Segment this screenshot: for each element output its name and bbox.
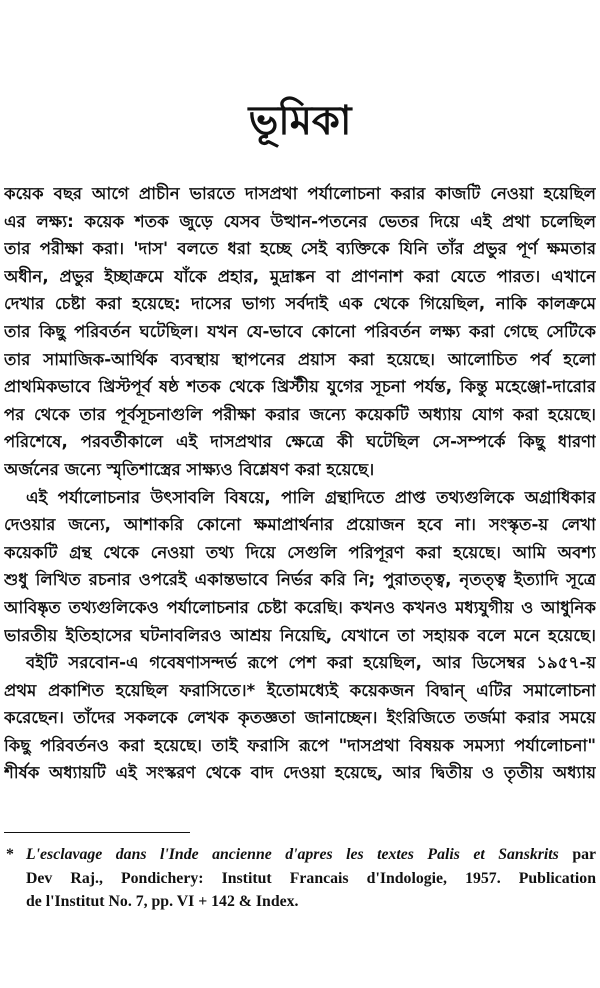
text-line: কয়েক বছর আগে প্রাচীন ভারতে দাসপ্রথা পর্যালোচনা করার কাজটি নেওয়া হয়েছিল [4, 184, 596, 203]
footnote-line [6, 843, 596, 867]
footnote [6, 843, 596, 914]
footnote-divider [4, 832, 190, 833]
text-line: করেছেন। তাঁদের সকলকে লেখক কৃতজ্ঞতা জানাচ্ছেন। ইংরিজিতে তর্জমা করার সময়ে [4, 708, 596, 728]
text-line: প্রথম প্রকাশিত হয়েছিল ফরাসিতে।* ইতোমধ্যেই কয়েকজন বিদ্বান্ এটির সমালোচনা [4, 680, 596, 700]
text-line: আবিষ্কৃত তথ্যগুলিকেও পর্যালোচনার চেষ্টা করেছি। কখনও কখনও মধ্যযুগীয় ও আধুনিক [4, 597, 596, 617]
paragraph-2 [4, 484, 596, 650]
text-line: তার কিছু পরিবর্তন ঘটেছিল। যখন যে-ভাবে কোনো পরিবর্তন লক্ষ্য করা গেছে সেটিকে [4, 321, 596, 341]
text-line: দেওয়ার জন্যে, আশাকরি কোনো ক্ষমাপ্রার্থনার প্রয়োজন হবে না। সংস্কৃত-য় লেখা [4, 515, 596, 535]
paragraph-3 [4, 649, 596, 787]
text-line: শুধু লিখিত রচনার ওপরেই একান্তভাবে নির্ভর করি নি; পুরাতত্ত্ব, নৃতত্ত্ব ইত্যাদি সূত্রে [4, 570, 596, 590]
footnote-text: par [572, 846, 596, 863]
text-line: তার পরীক্ষা করা। 'দাস' বলতে ধরা হচ্ছে সেই ব্যক্তিকে যিনি তাঁর প্রভুর পূর্ণ ক্ষমতার [4, 239, 596, 259]
footnote-marker: * [6, 846, 14, 863]
text-line: প্রাথমিকভাবে খ্রিস্টপূর্ব ষষ্ঠ শতক থেকে খ্রিস্টীয় যুগের সূচনা পর্যন্ত, কিন্তু মহেঞ্জো-দারোর [4, 377, 596, 397]
text-line: ভারতীয় ইতিহাসের ঘটনাবলিরও আশ্রয় নিয়েছি, যেখানে তা সহায়ক বলে মনে হয়েছে। [4, 625, 596, 645]
text-line: বইটি সরবোন-এ গবেষণাসন্দর্ভ রূপে পেশ করা হয়েছিল, আর ডিসেম্বর ১৯৫৭-য় [26, 653, 596, 673]
page-title: ভূমিকা [248, 98, 352, 144]
text-line: পর থেকে তার পূর্বসূচনাগুলি পরীক্ষা করার জন্যে কয়েকটি অধ্যায় যোগ করা হয়েছে। [4, 404, 596, 424]
text-line: পরিশেষে, পরবর্তীকালে এই দাসপ্রথার ক্ষেত্রে কী ঘটেছিল সে-সম্পর্কে কিছু ধারণা [4, 432, 596, 452]
text-line: তার সামাজিক-আর্থিক ব্যবস্থায় স্থাপনের প্রয়াস করা হয়েছে। আলোচিত পর্ব হলো [4, 349, 596, 369]
text-line: কিছু পরিবর্তনও করা হয়েছে। তাই ফরাসি রূপে "দাসপ্রথা বিষয়ক সমস্যা পর্যালোচনা" [4, 735, 596, 755]
footnote-book-title: L'esclavage dans l'Inde ancienne d'apres les textes Palis et Sanskrits [26, 846, 559, 863]
text-line: দেখার চেষ্টা করা হয়েছে: দাসের ভাগ্য সর্বদাই এক থেকে গিয়েছিল, নাকি কালক্রমে [4, 294, 596, 314]
text-line: এই পর্যালোচনার উৎসাবলি বিষয়ে, পালি গ্রন্থাদিতে প্রাপ্ত তথ্যগুলিকে অগ্রাধিকার [26, 487, 596, 507]
body-text [4, 180, 596, 787]
footnote-line: Dev Raj., Pondichery: Institut Francais d'Indologie, 1957. Publication [26, 869, 596, 887]
text-line: অর্জনের জন্যে স্মৃতিশাস্ত্রের সাক্ষ্যও বিশ্লেষণ করা হয়েছে। [4, 459, 375, 479]
text-line: অধীন, প্রভুর ইচ্ছাক্রমে যাঁকে প্রহার, মুদ্রাঙ্কন বা প্রাণনাশ করা যেতে পারত। এখানে [4, 266, 596, 286]
text-line: এর লক্ষ্য: কয়েক শতক জুড়ে যেসব উত্থান-পতনের ভেতর দিয়ে এই প্রথা চলেছিল [4, 211, 596, 231]
text-line: শীর্ষক অধ্যায়টি এই সংস্করণ থেকে বাদ দেওয়া হয়েছে, আর দ্বিতীয় ও তৃতীয় অধ্যায় [4, 763, 596, 783]
footnote-line: de l'Institut No. 7, pp. VI + 142 & Index. [26, 893, 299, 910]
paragraph-1 [4, 180, 596, 484]
text-line: কয়েকটি গ্রন্থ থেকে নেওয়া তথ্য দিয়ে সেগুলি পরিপূরণ করা হয়েছে। আমি অবশ্য [4, 542, 596, 562]
